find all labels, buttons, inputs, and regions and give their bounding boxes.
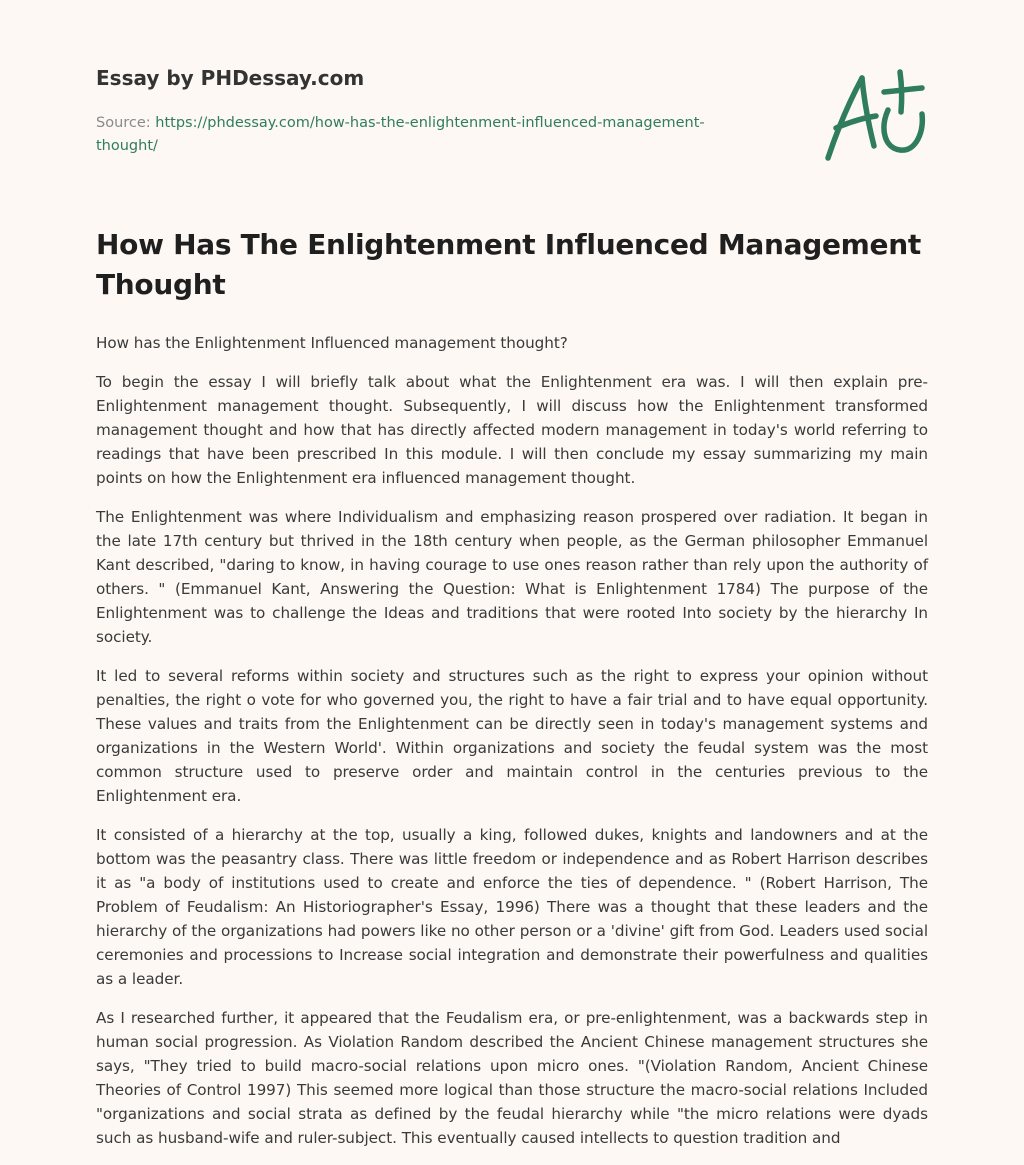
essay-title: How Has The Enlightenment Influenced Management Thought: [96, 228, 921, 301]
essay-paragraph-5: It consisted of a hierarchy at the top, usually a king, followed dukes, knights and landowners and at the bottom was the peasantry class. There was little freedom or independence and as Robert Harrison describes it as "a body of institutions used to create and enforce the ties of dependence. " (Robert Harrison, The Problem of Feudalism: An Historiographer's Essay, 1996) There was a thought that these leaders and the hierarchy of the organizations had powers like no other person or a 'divine' gift from God. Leaders used social ceremonies and processions to Increase social integration and demonstrate their powerfulness and qualities as a leader.: [96, 826, 928, 988]
essay-paragraph-1: How has the Enlightenment Influenced management thought?: [96, 334, 568, 352]
source-label: Source:: [96, 115, 156, 131]
essay-paragraph-6: As I researched further, it appeared that the Feudalism era, or pre-enlightenment, was a backwards step in human social progression. As Violation Random described the Ancient Chinese management structures she says, "They tried to build macro-social relations upon micro ones. "(Violation Random, Ancient Chinese Theories of Control 1997) This seemed more logical than those structure the macro-social relations Included "organizations and social strata as defined by the feudal hierarchy while "the micro relations were dyads such as husband-wife and ruler-subject. This eventually caused intellects to question tradition and: [96, 1009, 928, 1147]
a-plus-logo: [818, 64, 934, 168]
essay-body: [96, 225, 928, 1165]
page-header: [96, 64, 796, 158]
source-link[interactable]: https://phdessay.com/how-has-the-enlightenment-influenced-management-thought/: [96, 115, 705, 154]
site-title: Essay by PHDessay.com: [96, 66, 365, 90]
source-line: [96, 112, 736, 158]
a-plus-logo-graphic: [818, 64, 934, 168]
essay-paragraph-4: It led to several reforms within society and structures such as the right to express your opinion without penalties, the right o vote for who governed you, the right to have a fair trial and to have equal opportunity. These values and traits from the Enlightenment can be directly seen in today's management systems and organizations in the Western World'. Within organizations and society the feudal system was the most common structure used to preserve order and maintain control in the centuries previous to the Enlightenment era.: [96, 667, 928, 805]
essay-paragraph-3: The Enlightenment was where Individualism and emphasizing reason prospered over radiation. It began in the late 17th century but thrived in the 18th century when people, as the German philosopher Emmanuel Kant described, "daring to know, in having courage to use ones reason rather than rely upon the authority of others. " (Emmanuel Kant, Answering the Question: What is Enlightenment 1784) The purpose of the Enlightenment was to challenge the Ideas and traditions that were rooted Into society by the hierarchy In society.: [96, 508, 928, 646]
essay-paragraph-2: To begin the essay I will briefly talk about what the Enlightenment era was. I will then explain pre- Enlightenment management thought. Subsequently, I will discuss how the Enlightenment transformed management thought and how that has directly affected modern management in today's world referring to readings that have been prescribed In this module. I will then conclude my essay summarizing my main points on how the Enlightenment era influenced management thought.: [96, 373, 928, 487]
